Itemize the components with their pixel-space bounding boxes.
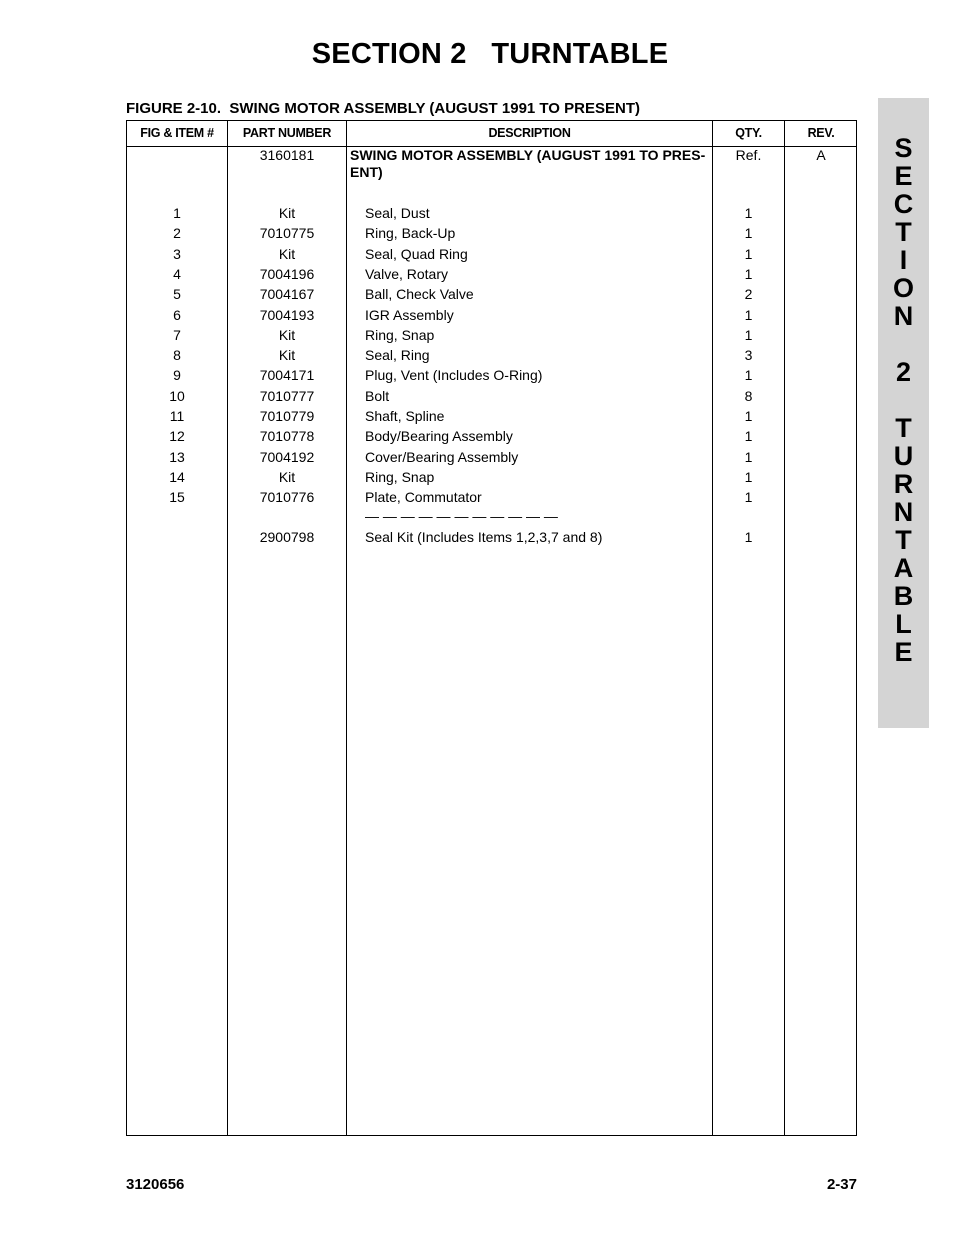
row-part-number: 7010779: [259, 408, 315, 424]
side-tab-letter: R: [893, 469, 914, 499]
kit-description: Seal Kit (Includes Items 1,2,3,7 and 8): [365, 529, 603, 545]
row-part-number: 7010778: [259, 428, 315, 444]
row-part-number: 7004193: [259, 307, 315, 323]
row-item-number: 12: [169, 428, 185, 444]
side-tab-letter: [878, 330, 929, 358]
side-tab-letter: A: [893, 553, 914, 583]
row-item-number: 9: [173, 367, 181, 383]
row-part-number: 7004171: [259, 367, 315, 383]
row-part-number: Kit: [278, 205, 296, 221]
row-qty: 1: [744, 469, 753, 485]
row-item-number: 11: [169, 408, 185, 424]
row-item-number: 4: [173, 266, 181, 282]
row-description: IGR Assembly: [365, 307, 454, 323]
row-qty: 3: [744, 347, 753, 363]
assembly-qty: Ref.: [735, 147, 762, 163]
row-description: Shaft, Spline: [365, 408, 445, 424]
row-item-number: 3: [173, 246, 181, 262]
row-qty: 1: [744, 489, 753, 505]
row-description: Plate, Commutator: [365, 489, 482, 505]
row-item-number: 7: [173, 327, 181, 343]
row-item-number: 13: [169, 449, 185, 465]
side-tab-letter: [878, 386, 929, 414]
side-tab-letter: O: [892, 273, 914, 303]
side-tab-letter: E: [894, 637, 913, 667]
row-description: Seal, Quad Ring: [365, 246, 468, 262]
section-title: SECTION 2 TURNTABLE: [311, 38, 669, 70]
row-description: Plug, Vent (Includes O-Ring): [365, 367, 543, 383]
row-part-number: 7004192: [259, 449, 315, 465]
side-tab-letter: S: [894, 133, 913, 163]
row-description: Cover/Bearing Assembly: [365, 449, 519, 465]
row-description: Valve, Rotary: [365, 266, 448, 282]
row-description: Bolt: [365, 388, 390, 404]
section-side-tab: [878, 98, 929, 728]
row-qty: 8: [744, 388, 753, 404]
assembly-part-number: 3160181: [259, 147, 315, 163]
side-tab-letter: B: [893, 581, 914, 611]
row-item-number: 5: [173, 286, 181, 302]
side-tab-letters: [878, 134, 929, 666]
side-tab-letter: U: [893, 441, 914, 471]
row-part-number: 7004167: [259, 286, 315, 302]
row-part-number: 7004196: [259, 266, 315, 282]
row-qty: 1: [744, 205, 753, 221]
row-description: Seal, Dust: [365, 205, 430, 221]
row-qty: 2: [744, 286, 753, 302]
assembly-description: [350, 147, 710, 181]
kit-part-number: 2900798: [259, 529, 315, 545]
row-part-number: Kit: [278, 327, 296, 343]
row-part-number: Kit: [278, 347, 296, 363]
column-divider: [784, 121, 785, 1135]
side-tab-letter: L: [895, 609, 912, 639]
row-item-number: 6: [173, 307, 181, 323]
row-item-number: 14: [169, 469, 185, 485]
header-rev: REV.: [807, 126, 835, 140]
assembly-rev: A: [816, 147, 826, 163]
row-qty: 1: [744, 307, 753, 323]
row-qty: 1: [744, 246, 753, 262]
row-qty: 1: [744, 266, 753, 282]
row-description: Seal, Ring: [365, 347, 430, 363]
row-item-number: 15: [169, 489, 185, 505]
row-description: Ring, Snap: [365, 327, 435, 343]
row-qty: 1: [744, 428, 753, 444]
row-part-number: 7010775: [259, 225, 315, 241]
row-item-number: 10: [169, 388, 185, 404]
row-part-number: Kit: [278, 469, 296, 485]
row-part-number: 7010776: [259, 489, 315, 505]
side-tab-letter: I: [899, 245, 908, 275]
figure-title: FIGURE 2-10. SWING MOTOR ASSEMBLY (AUGUST 1991 TO PRESENT): [126, 100, 640, 117]
assembly-description-line: ENT): [350, 164, 383, 180]
row-description: Ring, Snap: [365, 469, 435, 485]
side-tab-letter: T: [895, 217, 912, 247]
side-tab-letter: 2: [895, 357, 912, 387]
row-part-number: 7010777: [259, 388, 315, 404]
kit-qty: 1: [744, 529, 753, 545]
side-tab-letter: T: [895, 525, 912, 555]
header-description: DESCRIPTION: [488, 126, 571, 140]
assembly-description-line: SWING MOTOR ASSEMBLY (AUGUST 1991 TO PRES-: [350, 147, 706, 163]
row-description: Ball, Check Valve: [365, 286, 474, 302]
row-description: Body/Bearing Assembly: [365, 428, 513, 444]
side-tab-letter: E: [894, 161, 913, 191]
header-qty: QTY.: [735, 126, 762, 140]
row-item-number: 2: [173, 225, 181, 241]
header-item: FIG & ITEM #: [140, 126, 214, 140]
row-qty: 1: [744, 327, 753, 343]
row-description: Ring, Back-Up: [365, 225, 456, 241]
row-part-number: Kit: [278, 246, 296, 262]
row-qty: 1: [744, 225, 753, 241]
column-divider: [346, 121, 347, 1135]
row-qty: 1: [744, 367, 753, 383]
page-number: 2-37: [826, 1176, 857, 1193]
row-item-number: 8: [173, 347, 181, 363]
parts-table: [126, 120, 857, 1136]
side-tab-letter: C: [893, 189, 914, 219]
side-tab-letter: N: [893, 497, 914, 527]
row-qty: 1: [744, 449, 753, 465]
side-tab-letter: N: [893, 301, 914, 331]
document-number: 3120656: [126, 1176, 185, 1193]
row-item-number: 1: [173, 205, 181, 221]
header-part-number: PART NUMBER: [242, 126, 332, 140]
row-qty: 1: [744, 408, 753, 424]
side-tab-letter: T: [895, 413, 912, 443]
separator-line: — — — — — — — — — — —: [365, 508, 558, 524]
